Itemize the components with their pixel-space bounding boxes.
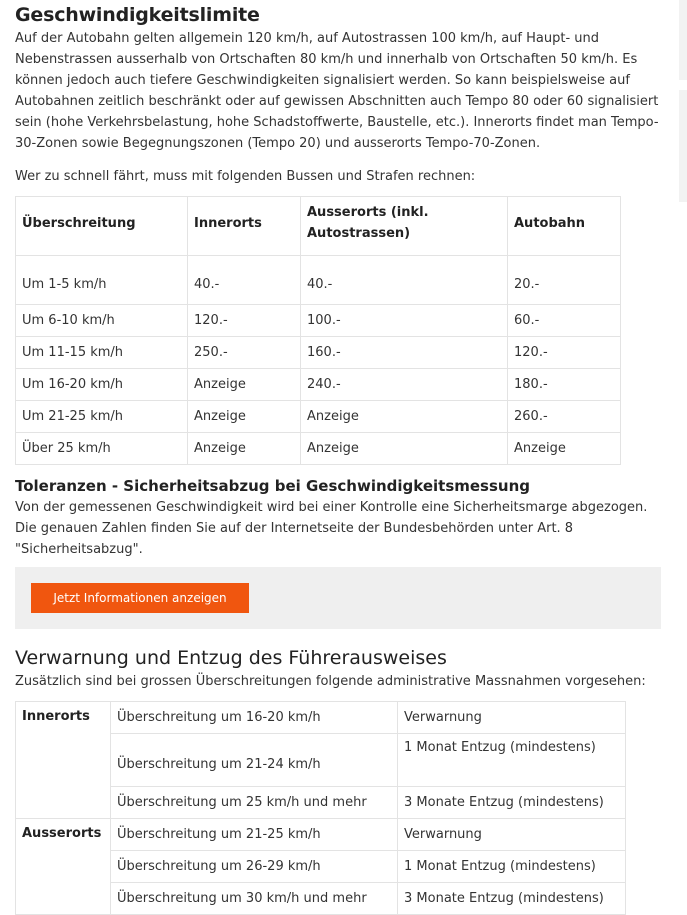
warnings-intro: Zusätzlich sind bei grossen Überschreitungen folgende administrative Massnahmen vorgesehen:: [15, 674, 646, 689]
show-information-button[interactable]: Jetzt Informationen anzeigen: [31, 583, 249, 613]
table-row: [16, 369, 621, 401]
tolerances-text: Von der gemessenen Geschwindigkeit wird bei einer Kontrolle eine Sicherheitsmarge abgezogen. Die genauen Zahlen finden Sie auf der Internetseite der Bundesbehörden unter Art. 8 "Sicherheitsabzug".: [15, 500, 648, 557]
speed-limits-intro: Auf der Autobahn gelten allgemein 120 km/h, auf Autostrassen 100 km/h, auf Haupt- und Nebenstrassen ausserhalb von Ortschaften 80 km/h und innerhalb von Ortschaften 50 km/h. Es können jedoch auch tiefere Geschwindigkeiten signalisiert werden. So kann beispielsweise auf Autobahnen zeitlich beschränkt oder auf gewissen Abschnitten auch Tempo 80 oder 60 signalisiert sein (hohe Verkehrsbelastung, hohe Schadstoffwerte, Baustelle, etc.). Innerorts findet man Tempo-30-Zonen sowie Begegnungszonen (Tempo 20) und ausserorts Tempo-70-Zonen.: [15, 31, 659, 151]
info-box: [15, 567, 661, 629]
table-cell: 40.-: [188, 256, 301, 305]
table-cell: Anzeige: [301, 433, 508, 465]
section-title-speed-limits: Geschwindigkeitslimite: [15, 4, 260, 26]
table-cell: Überschreitung um 26-29 km/h: [111, 851, 398, 883]
table-cell: 1 Monat Entzug (mindestens): [398, 734, 626, 787]
table-cell: Anzeige: [188, 401, 301, 433]
table-cell: 3 Monate Entzug (mindestens): [398, 787, 626, 819]
column-header: Ausserorts (inkl. Autostrassen): [301, 197, 508, 256]
table-row: [16, 702, 626, 734]
fines-table: [15, 196, 621, 465]
table-cell: Überschreitung um 21-24 km/h: [111, 734, 398, 787]
table-cell: Verwarnung: [398, 819, 626, 851]
table-cell: 100.-: [301, 305, 508, 337]
column-header: Überschreitung: [16, 197, 188, 256]
table-cell: Um 1-5 km/h: [16, 256, 188, 305]
table-cell: 120.-: [508, 337, 621, 369]
table-cell: 160.-: [301, 337, 508, 369]
section-title-warnings: Verwarnung und Entzug des Führerausweises: [15, 647, 447, 669]
table-header-row: [16, 197, 621, 256]
table-cell: 1 Monat Entzug (mindestens): [398, 851, 626, 883]
table-cell: Um 16-20 km/h: [16, 369, 188, 401]
table-row: [16, 337, 621, 369]
table-cell: 240.-: [301, 369, 508, 401]
scroll-edge: [679, 90, 687, 202]
table-cell: 20.-: [508, 256, 621, 305]
table-cell: Überschreitung um 21-25 km/h: [111, 819, 398, 851]
group-label: Ausserorts: [16, 819, 111, 915]
table-row: [16, 305, 621, 337]
table-cell: Anzeige: [301, 401, 508, 433]
table-row: [16, 401, 621, 433]
group-label: Innerorts: [16, 702, 111, 819]
table-cell: Anzeige: [508, 433, 621, 465]
table-cell: Verwarnung: [398, 702, 626, 734]
scroll-edge: [679, 0, 687, 80]
table-cell: 3 Monate Entzug (mindestens): [398, 883, 626, 915]
table-cell: Über 25 km/h: [16, 433, 188, 465]
warnings-table: [15, 701, 626, 915]
table-row: [16, 819, 626, 851]
table-cell: 120.-: [188, 305, 301, 337]
article-content: [15, 0, 661, 915]
table-cell: 60.-: [508, 305, 621, 337]
table-cell: Überschreitung um 16-20 km/h: [111, 702, 398, 734]
table-cell: 180.-: [508, 369, 621, 401]
column-header: Autobahn: [508, 197, 621, 256]
table-cell: 260.-: [508, 401, 621, 433]
table-cell: Um 6-10 km/h: [16, 305, 188, 337]
table-cell: Anzeige: [188, 369, 301, 401]
table-row: [16, 256, 621, 305]
table-cell: 40.-: [301, 256, 508, 305]
table-cell: Überschreitung um 25 km/h und mehr: [111, 787, 398, 819]
column-header: Innerorts: [188, 197, 301, 256]
table-cell: Um 21-25 km/h: [16, 401, 188, 433]
table-cell: 250.-: [188, 337, 301, 369]
table-row: [16, 433, 621, 465]
fines-intro: Wer zu schnell fährt, muss mit folgenden Bussen und Strafen rechnen:: [15, 169, 476, 184]
table-cell: Überschreitung um 30 km/h und mehr: [111, 883, 398, 915]
table-cell: Anzeige: [188, 433, 301, 465]
section-title-tolerances: Toleranzen - Sicherheitsabzug bei Geschwindigkeitsmessung: [15, 477, 531, 495]
table-cell: Um 11-15 km/h: [16, 337, 188, 369]
